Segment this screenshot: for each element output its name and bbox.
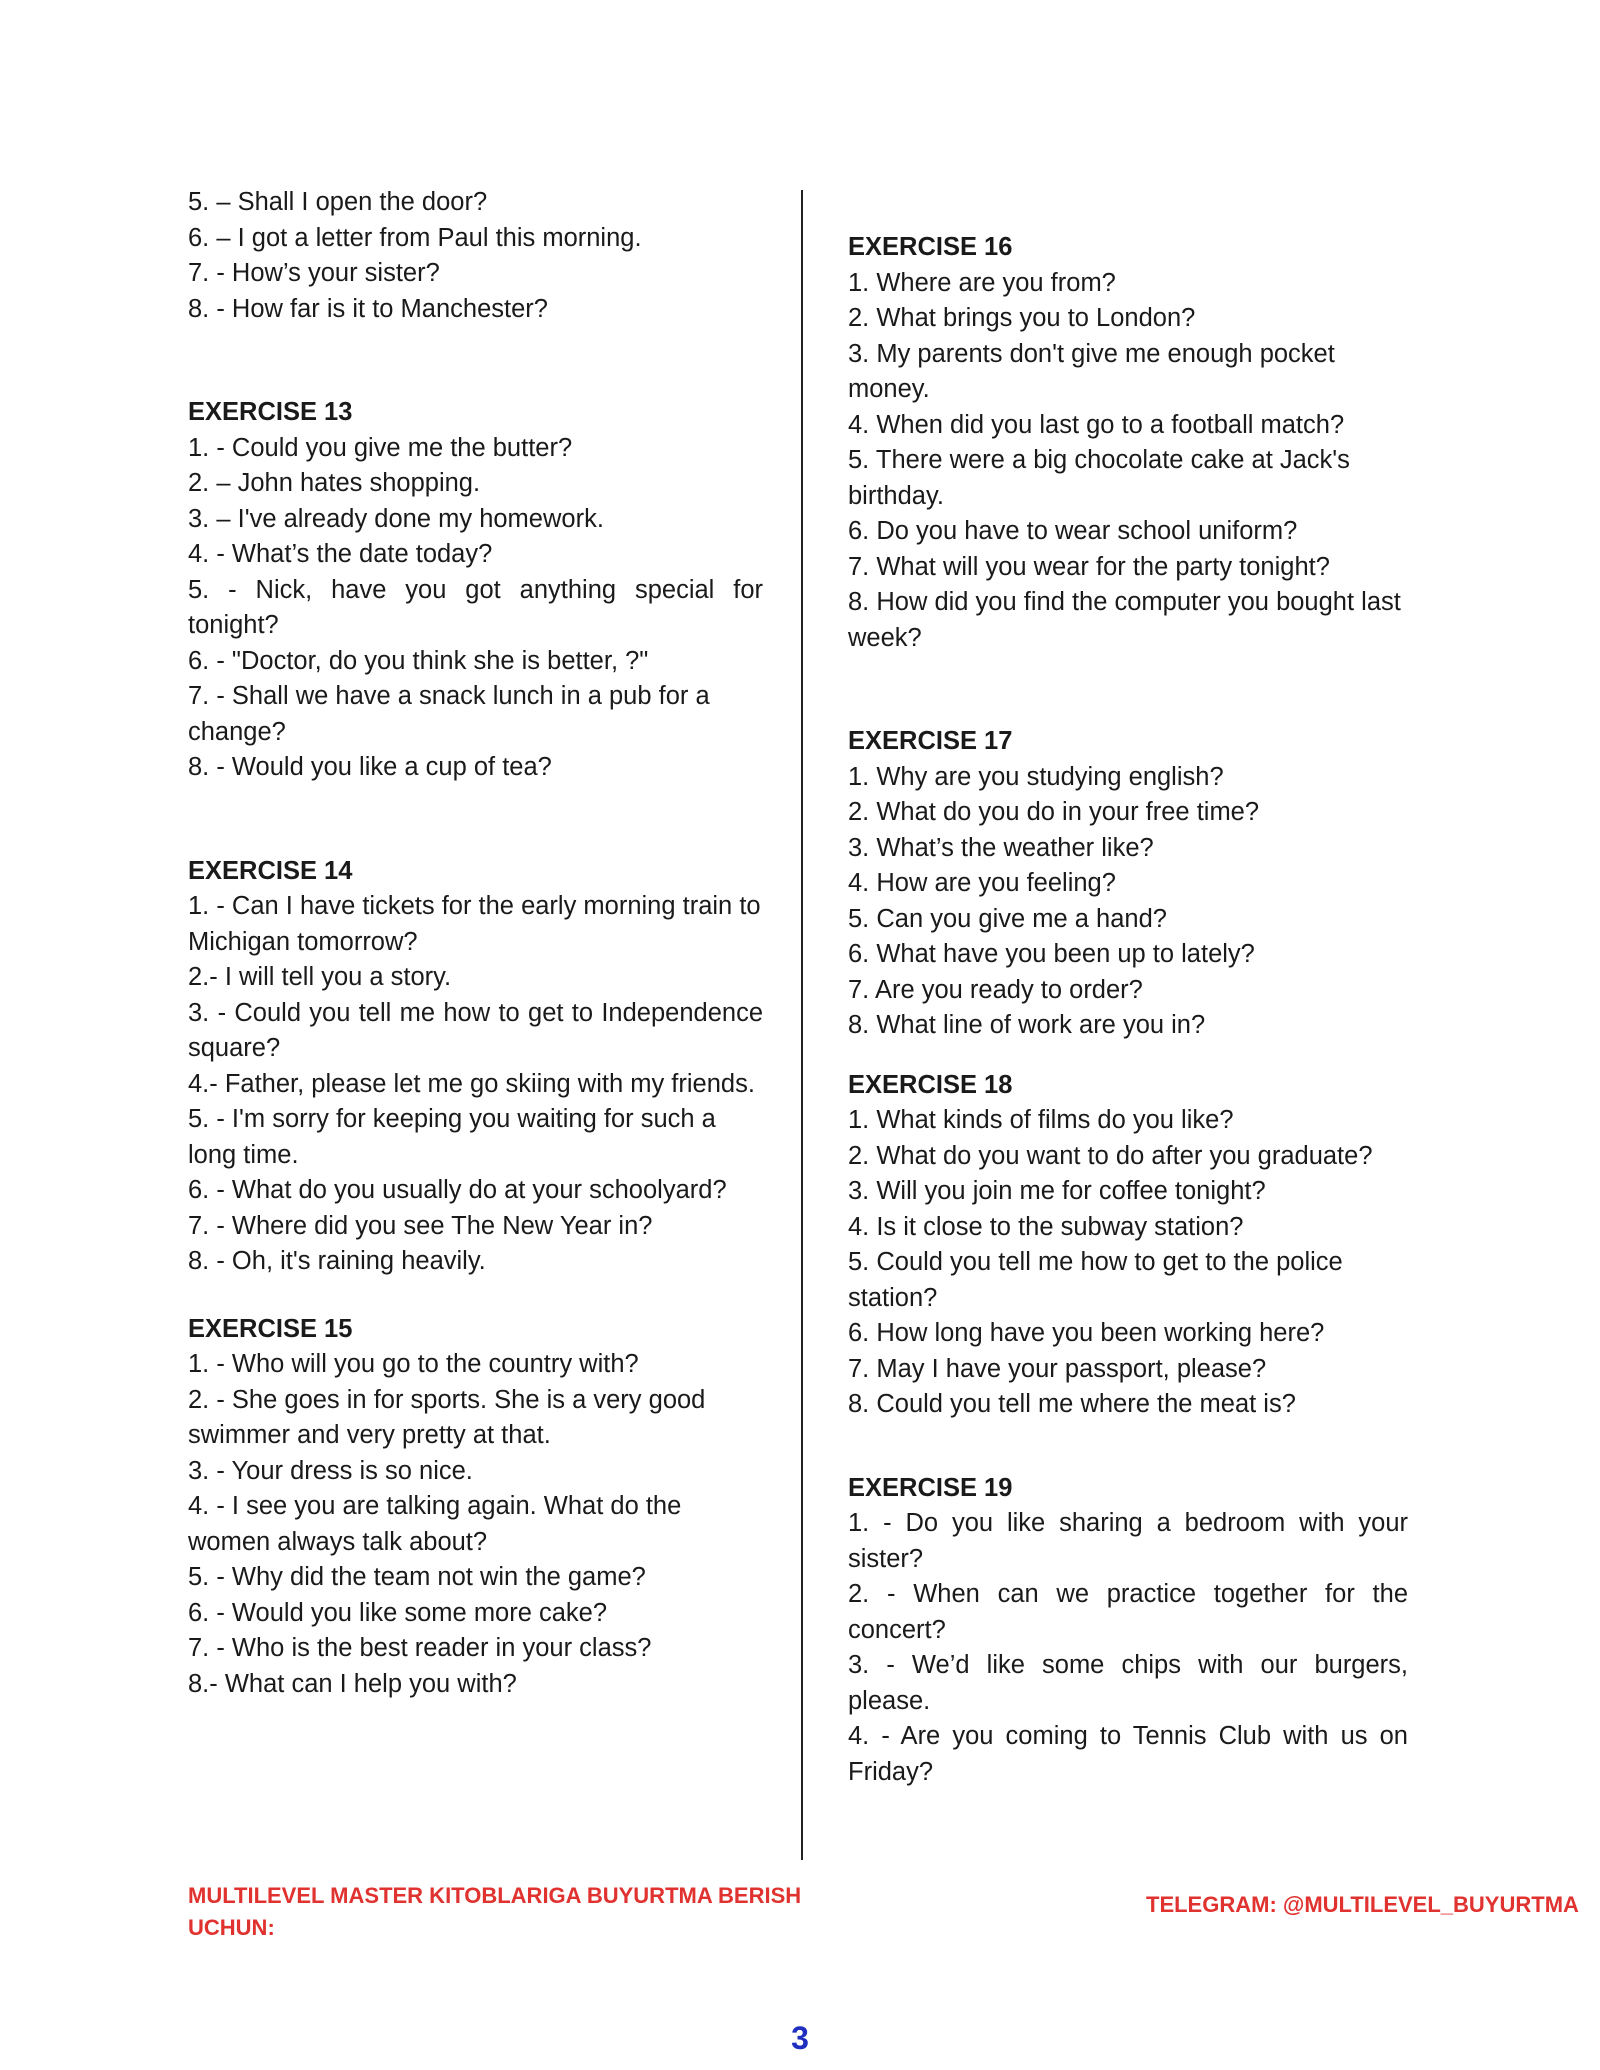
exercise-16-heading: EXERCISE 16: [848, 233, 1013, 261]
list-item: 1. What kinds of films do you like?: [848, 1106, 1234, 1134]
list-item: 4. - I see you are talking again. What do the women always talk about?: [188, 1492, 682, 1556]
list-item: 3. Will you join me for coffee tonight?: [848, 1177, 1266, 1205]
list-item: 8. - Oh, it's raining heavily.: [188, 1247, 486, 1275]
list-item: 7. May I have your passport, please?: [848, 1354, 1267, 1383]
list-item: 6. – I got a letter from Paul this morning.: [188, 223, 642, 252]
list-item: 7. - Who is the best reader in your class?: [188, 1634, 652, 1662]
list-item: 3. – I've already done my homework.: [188, 504, 604, 533]
left-column: [188, 185, 763, 1702]
list-item: 2. What brings you to London?: [848, 304, 1196, 332]
exercise-13-heading: EXERCISE 13: [188, 398, 353, 426]
list-item: 3. - We’d like some chips with our burgers, please.: [848, 1651, 1408, 1715]
list-item: 7. - Where did you see The New Year in?: [188, 1211, 653, 1240]
list-item: 6. Do you have to wear school uniform?: [848, 517, 1298, 545]
list-item: 2. What do you want to do after you graduate?: [848, 1141, 1373, 1170]
exercise-14-heading: EXERCISE 14: [188, 856, 353, 885]
list-item: 1. - Do you like sharing a bedroom with your sister?: [848, 1509, 1408, 1573]
list-item: 7. - How’s your sister?: [188, 259, 440, 287]
list-item: 6. - "Doctor, do you think she is better, ?": [188, 646, 649, 675]
list-item: 8. - Would you like a cup of tea?: [188, 753, 552, 781]
list-item: 4. When did you last go to a football match?: [848, 410, 1345, 439]
list-item: 6. - What do you usually do at your schoolyard?: [188, 1176, 727, 1204]
list-item: 4. - What’s the date today?: [188, 540, 493, 568]
list-item: 8. What line of work are you in?: [848, 1011, 1206, 1039]
footer-telegram-contact: TELEGRAM: @MULTILEVEL_BUYURTMA: [1146, 1892, 1579, 1917]
list-item: 1. Why are you studying english?: [848, 762, 1224, 791]
list-item: 2. – John hates shopping.: [188, 469, 481, 497]
list-item: 5. – Shall I open the door?: [188, 188, 488, 216]
list-item: 4. - Are you coming to Tennis Club with us on Friday?: [848, 1722, 1408, 1786]
list-item: 6. What have you been up to lately?: [848, 940, 1255, 968]
right-column: [848, 230, 1408, 1790]
list-item: 2. What do you do in your free time?: [848, 798, 1260, 826]
list-item: 5. - Why did the team not win the game?: [188, 1563, 646, 1591]
list-item: 5. - Nick, have you got anything special for tonight?: [188, 575, 763, 639]
list-item: 8. How did you find the computer you bought last week?: [848, 588, 1401, 652]
list-item: 7. What will you wear for the party tonight?: [848, 552, 1330, 581]
exercise-17-heading: EXERCISE 17: [848, 727, 1013, 755]
list-item: 1. - Can I have tickets for the early morning train to Michigan tomorrow?: [188, 892, 761, 956]
list-item: 1. Where are you from?: [848, 268, 1116, 297]
list-item: 1. - Could you give me the butter?: [188, 433, 573, 462]
list-item: 5. Could you tell me how to get to the police station?: [848, 1248, 1343, 1312]
list-item: 7. Are you ready to order?: [848, 975, 1143, 1004]
list-item: 5. Can you give me a hand?: [848, 904, 1167, 933]
column-divider: [801, 190, 803, 1860]
list-item: 4. Is it close to the subway station?: [848, 1212, 1244, 1241]
list-item: 4.- Father, please let me go skiing with my friends.: [188, 1069, 755, 1098]
list-item: 8. - How far is it to Manchester?: [188, 294, 548, 323]
list-item: 8. Could you tell me where the meat is?: [848, 1390, 1296, 1418]
list-item: 3. - Your dress is so nice.: [188, 1456, 473, 1485]
list-item: 1. - Who will you go to the country with?: [188, 1350, 639, 1378]
list-item: 3. - Could you tell me how to get to Independence square?: [188, 998, 763, 1062]
list-item: 2.- I will tell you a story.: [188, 963, 452, 991]
list-item: 3. My parents don't give me enough pocket money.: [848, 339, 1335, 403]
list-item: 4. How are you feeling?: [848, 869, 1116, 897]
list-item: 8.- What can I help you with?: [188, 1669, 517, 1698]
exercise-18-heading: EXERCISE 18: [848, 1070, 1013, 1099]
list-item: 7. - Shall we have a snack lunch in a pub for a change?: [188, 682, 710, 746]
footer-order-notice: MULTILEVEL MASTER KITOBLARIGA BUYURTMA BERISH UCHUN:: [188, 1883, 802, 1940]
list-item: 5. - I'm sorry for keeping you waiting for such a long time.: [188, 1105, 716, 1169]
page-number: 3: [791, 2020, 809, 2056]
list-item: 2. - When can we practice together for the concert?: [848, 1580, 1408, 1644]
exercise-15-heading: EXERCISE 15: [188, 1314, 353, 1343]
list-item: 3. What’s the weather like?: [848, 833, 1154, 862]
list-item: 2. - She goes in for sports. She is a very good swimmer and very pretty at that.: [188, 1385, 706, 1449]
list-item: 6. How long have you been working here?: [848, 1319, 1325, 1347]
exercise-19-heading: EXERCISE 19: [848, 1473, 1013, 1502]
list-item: 6. - Would you like some more cake?: [188, 1598, 608, 1627]
list-item: 5. There were a big chocolate cake at Jack's birthday.: [848, 446, 1350, 510]
